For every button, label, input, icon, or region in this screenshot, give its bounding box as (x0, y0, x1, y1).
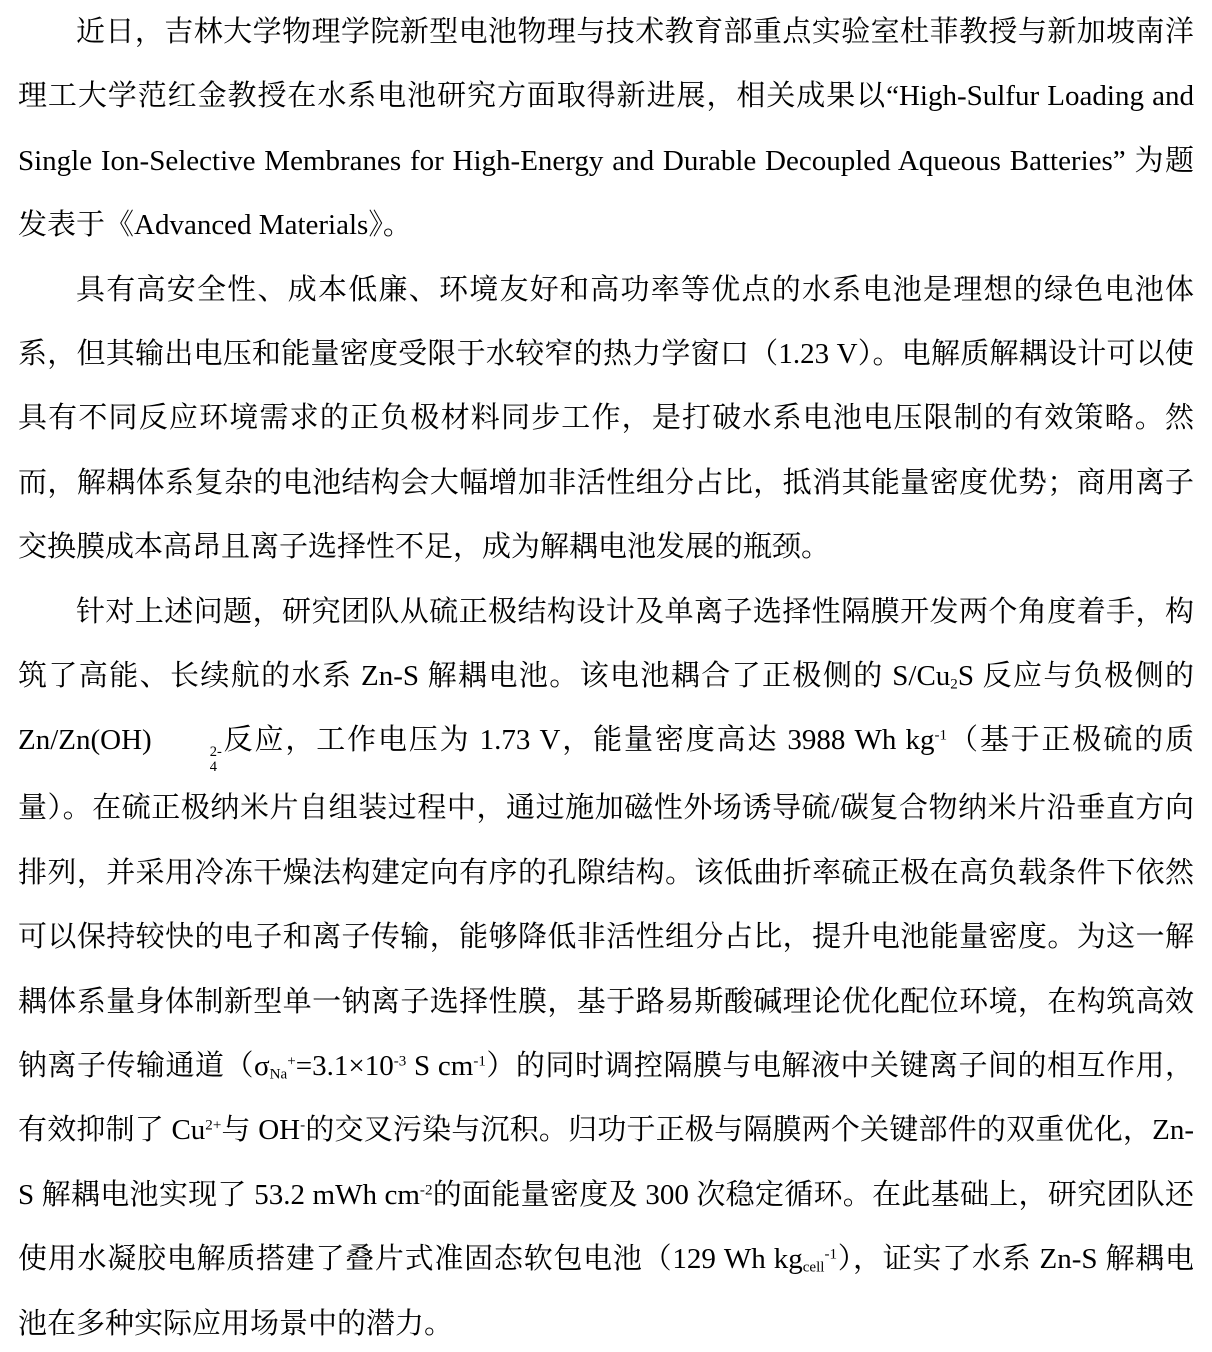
document-body (18, 0, 1194, 1352)
paragraph: 具有高安全性、成本低廉、环境友好和高功率等优点的水系电池是理想的绿色电池体系，但其输出电压和能量密度受限于水较窄的热力学窗口（1.23 V）。电解质解耦设计可以使具有不同反应环境需求的正负极材料同步工作，是打破水系电池电压限制的有效策略。然而，解耦体系复杂的电池结构会大幅增加非活性组分占比，抵消其能量密度优势；商用离子交换膜成本高昂且离子选择性不足，成为解耦电池发展的瓶颈。 (18, 273, 1194, 564)
superscript: -1 (824, 1246, 838, 1263)
sub-sup-stack: 2- 4 (209, 743, 222, 776)
subscript: Na (269, 1066, 288, 1083)
subscript: 2 (950, 676, 958, 693)
paragraph: 针对上述问题，研究团队从硫正极结构设计及单离子选择性隔膜开发两个角度着手，构筑了高能、长续航的水系 Zn-S 解耦电池。该电池耦合了正极侧的 $S/Cu_2S$ 反应与负极侧的 Zn/Zn(OH) 2- 4 反应，工作电压为 1.73 V，能量密度高达 3988 Wh $kg^{-1}$（基于正极硫的质量）。在硫正极纳米片自组装过程中，通过施加磁性外场诱导硫/碳复合物纳米片沿垂直方向排列，并采用冷冻干燥法构建定向有序的孔隙结构。该低曲折率硫正极在高负载条件下依然可以保持较快的电子和离子传输，能够降低非活性组分占比，提升电池能量密度。为这一解耦体系量身体制新型单一钠离子选择性膜，基于路易斯酸碱理论优化配位环境，在构筑高效钠离子传输通道（$\sigma_{Na}^+=3.1\times 10^{-3}$ S $cm^{-1}$）的同时调控隔膜与电解液中关键离子间的相互作用，有效抑制了 $Cu^{2+}$与 OH-的交叉污染与沉积。归功于正极与隔膜两个关键部件的双重优化，Zn-S 解耦电池实现了 53.2 mWh $cm^{-2}$的面能量密度及 300 次稳定循环。在此基础上，研究团队还使用水凝胶电解质搭建了叠片式准固态软包电池（129 Wh $kg_{cell}^{-1}$），证实了水系 Zn-S 解耦电池在多种实际应用场景中的潜力。 (18, 595, 1195, 1340)
superscript: -1 (473, 1053, 486, 1070)
superscript: -3 (393, 1053, 407, 1070)
superscript: + (287, 1053, 296, 1070)
superscript: -1 (934, 728, 948, 745)
superscript: 2+ (205, 1118, 222, 1135)
superscript: - (300, 1118, 306, 1135)
superscript: -2 (419, 1182, 433, 1199)
subscript: cell (802, 1259, 825, 1276)
paragraph: 近日，吉林大学物理学院新型电池物理与技术教育部重点实验室杜菲教授与新加坡南洋理工大学范红金教授在水系电池研究方面取得新进展，相关成果以“High-Sulfur Loading and Single Ion-Selective Membranes for High-Energy and Durable Decoupled Aqueous Batteries” 为题发表于《Advanced Materials》。 (18, 16, 1194, 242)
